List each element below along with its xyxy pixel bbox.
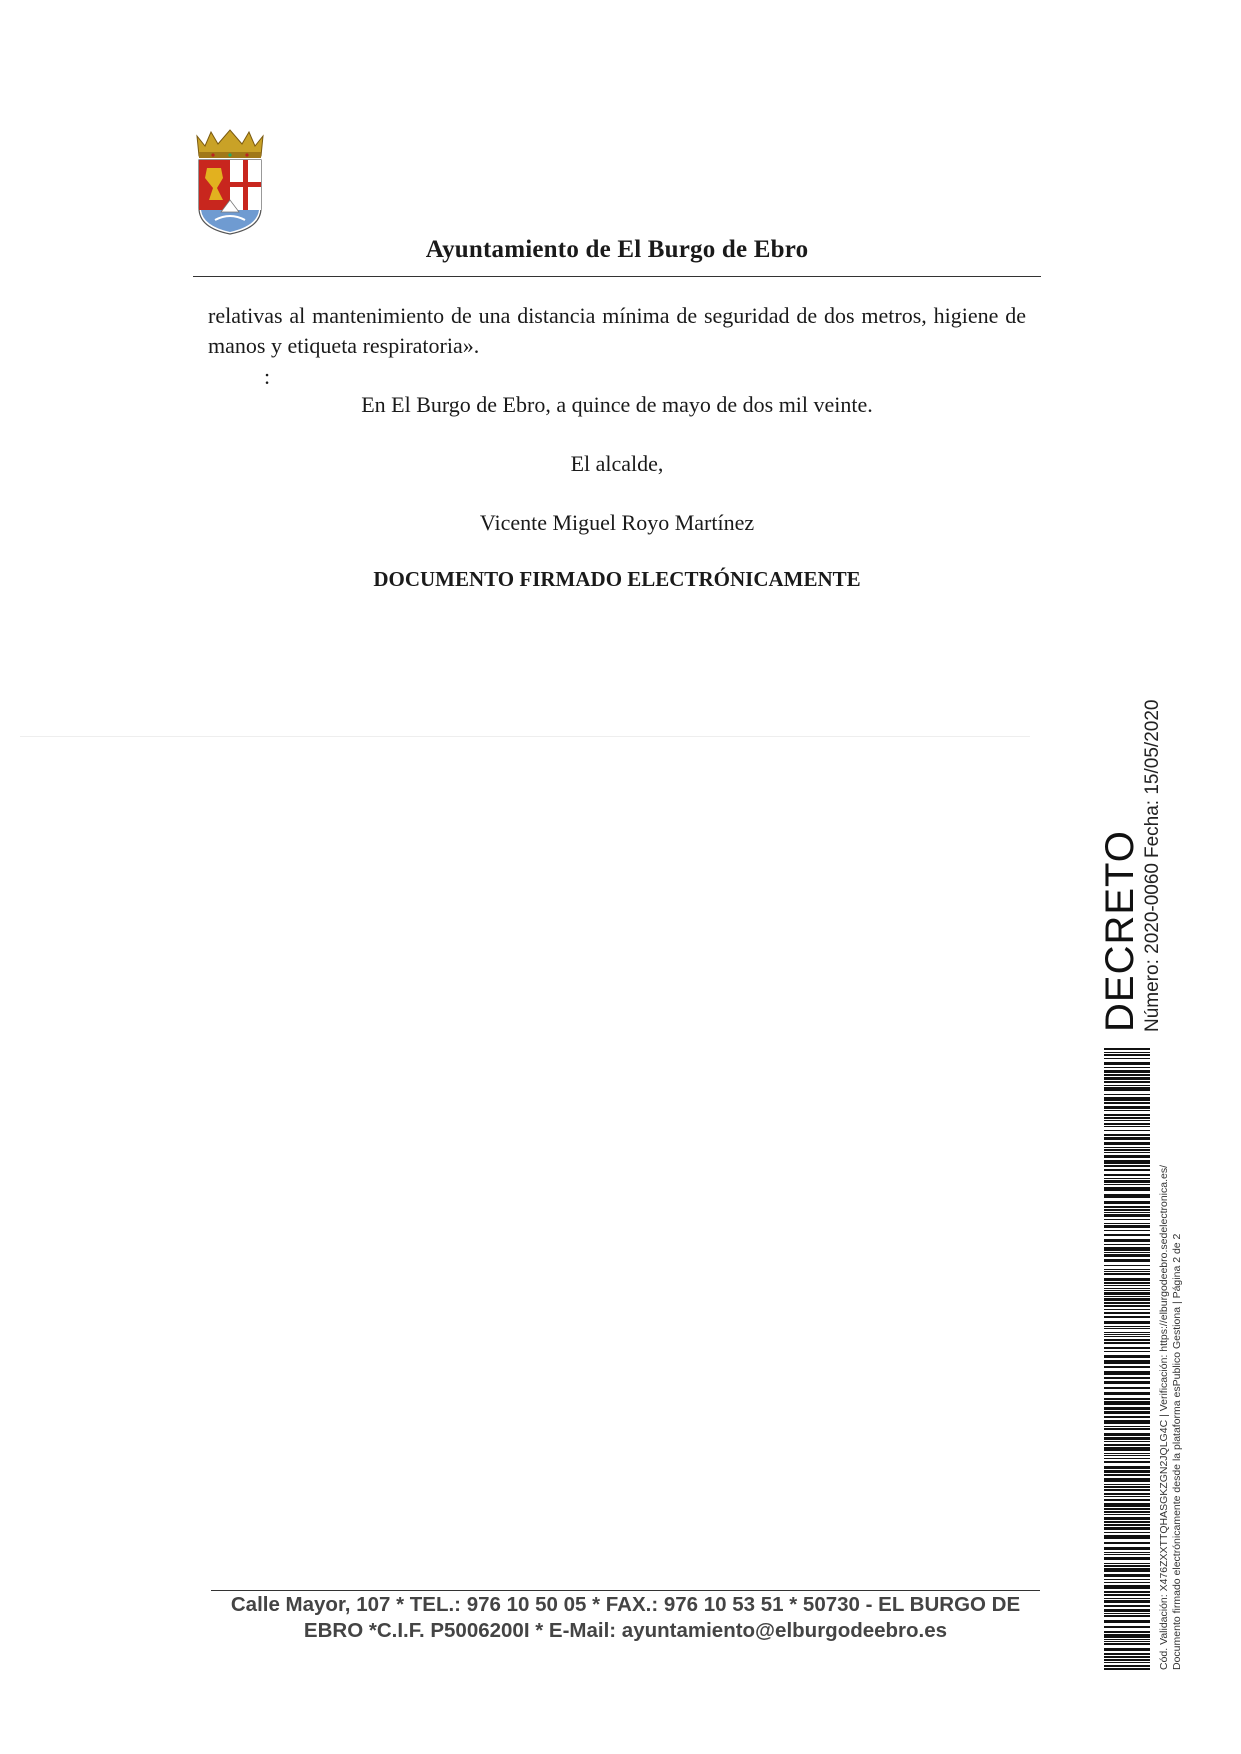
colon-mark: :	[264, 364, 271, 389]
document-number: Número: 2020-0060	[1142, 863, 1163, 1032]
footer-address	[211, 1592, 1040, 1644]
signer-title: El alcalde,	[570, 451, 664, 476]
footer-line-2: EBRO *C.I.F. P5006200I * E-Mail: ayuntamiento@elburgodeebro.es	[303, 1619, 948, 1642]
barcode-icon	[1104, 1048, 1150, 1670]
scan-artifact-line	[20, 736, 1030, 737]
header-divider	[193, 276, 1041, 277]
platform-notice: Documento firmado electrónicamente desde la plataforma esPublico Gestiona | Página 2 de 2	[1171, 1233, 1183, 1670]
document-date: Fecha: 15/05/2020	[1142, 699, 1163, 858]
validation-strip	[1098, 700, 1202, 1670]
signed-notice: DOCUMENTO FIRMADO ELECTRÓNICAMENTE	[373, 567, 861, 591]
place-date: En El Burgo de Ebro, a quince de mayo de dos mil veinte.	[361, 392, 873, 417]
verification-code: Cód. Validación: X476ZXXTTQHASGKZGN2JQLG4C | Verificación: https://elburgodeebro.sedelectronica.es/	[1158, 1164, 1170, 1670]
coat-of-arms-icon	[193, 128, 267, 236]
signer-name: Vicente Miguel Royo Martínez	[479, 510, 755, 535]
organization-name: Ayuntamiento de El Burgo de Ebro	[425, 236, 809, 263]
footer-line-1: Calle Mayor, 107 * TEL.: 976 10 50 05 * FAX.: 976 10 53 51 * 50730 - EL BURGO DE	[230, 1593, 1021, 1616]
footer-divider	[211, 1590, 1040, 1591]
document-type-label: DECRETO	[1098, 830, 1142, 1032]
body-paragraph: relativas al mantenimiento de una distancia mínima de seguridad de dos metros, higiene de manos y etiqueta respiratoria».	[208, 303, 1026, 358]
